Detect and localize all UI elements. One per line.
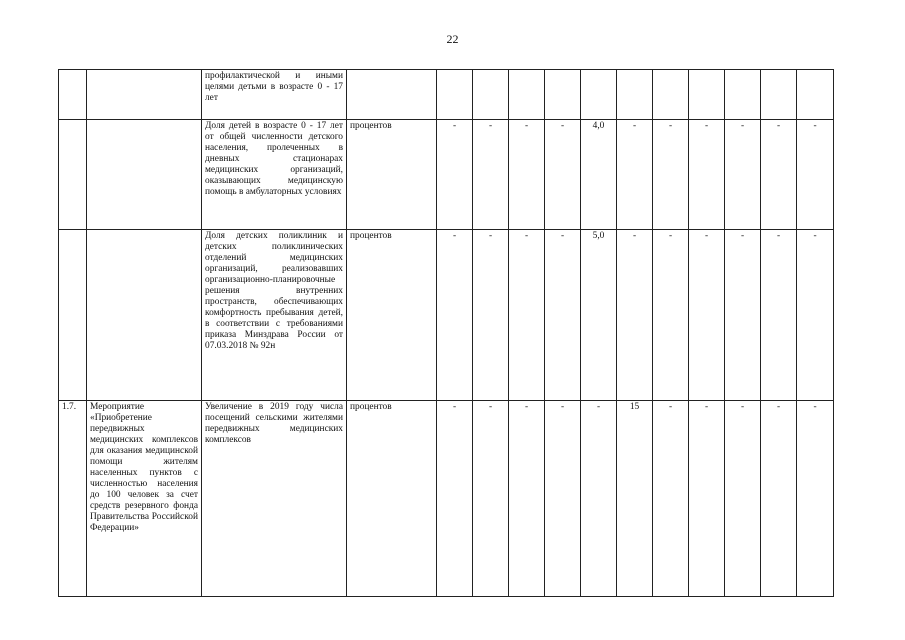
value-cell: - bbox=[797, 401, 834, 597]
value-cell bbox=[725, 70, 761, 120]
value-cell: - bbox=[545, 401, 581, 597]
row-number-cell: 1.7. bbox=[59, 401, 87, 597]
value-cell: 4,0 bbox=[581, 120, 617, 230]
event-cell bbox=[87, 230, 202, 401]
table-row bbox=[59, 230, 834, 401]
value-cell: - bbox=[545, 230, 581, 401]
value-cell: - bbox=[689, 401, 725, 597]
value-cell bbox=[545, 70, 581, 120]
value-cell: - bbox=[509, 230, 545, 401]
value-cell: - bbox=[437, 230, 473, 401]
value-cell: - bbox=[797, 230, 834, 401]
value-cell: - bbox=[761, 230, 797, 401]
value-cell bbox=[473, 70, 509, 120]
indicator-cell: Увеличение в 2019 году числа посещений сельскими жителями передвижных медицинских комплексов bbox=[202, 401, 347, 597]
value-cell: - bbox=[473, 230, 509, 401]
value-cell: - bbox=[653, 120, 689, 230]
indicator-cell: Доля детей в возрасте 0 - 17 лет от общей численности детского населения, пролеченных в дневных стационарах медицинских организаций, оказывающих медицинскую помощь в амбулаторных условиях bbox=[202, 120, 347, 230]
event-cell: Мероприятие «Приобретение передвижных медицинских комплексов для оказания медицинской помощи жителям населенных пунктов с численностью населения до 100 человек за счет средств резервного фонда Правительства Российской Федерации» bbox=[87, 401, 202, 597]
value-cell: - bbox=[689, 230, 725, 401]
table-row bbox=[59, 401, 834, 597]
value-cell: - bbox=[473, 120, 509, 230]
unit-cell bbox=[347, 70, 437, 120]
indicator-cell: Доля детских поликлиник и детских поликлинических отделений медицинских организаций, реализовавших организационно-планировочные решения внутренних пространств, обеспечивающих комфортность пребывания детей, в соответствии с требованиями приказа Минздрава России от 07.03.2018 № 92н bbox=[202, 230, 347, 401]
value-cell bbox=[509, 70, 545, 120]
row-number-cell bbox=[59, 70, 87, 120]
value-cell: - bbox=[653, 401, 689, 597]
value-cell: - bbox=[617, 120, 653, 230]
value-cell: - bbox=[761, 120, 797, 230]
value-cell: - bbox=[509, 401, 545, 597]
value-cell bbox=[689, 70, 725, 120]
value-cell: - bbox=[689, 120, 725, 230]
indicators-table bbox=[58, 69, 834, 597]
page-number: 22 bbox=[446, 32, 459, 46]
value-cell: - bbox=[617, 230, 653, 401]
value-cell bbox=[653, 70, 689, 120]
table-row bbox=[59, 70, 834, 120]
value-cell bbox=[437, 70, 473, 120]
value-cell: - bbox=[725, 120, 761, 230]
unit-cell: процентов bbox=[347, 401, 437, 597]
value-cell bbox=[761, 70, 797, 120]
table-row bbox=[59, 120, 834, 230]
unit-cell: процентов bbox=[347, 120, 437, 230]
row-number-cell bbox=[59, 230, 87, 401]
value-cell: - bbox=[437, 401, 473, 597]
value-cell: - bbox=[725, 401, 761, 597]
value-cell: - bbox=[473, 401, 509, 597]
value-cell bbox=[797, 70, 834, 120]
value-cell: - bbox=[437, 120, 473, 230]
row-number-cell bbox=[59, 120, 87, 230]
value-cell: - bbox=[725, 230, 761, 401]
value-cell: - bbox=[653, 230, 689, 401]
value-cell bbox=[581, 70, 617, 120]
value-cell: 5,0 bbox=[581, 230, 617, 401]
value-cell: - bbox=[797, 120, 834, 230]
value-cell: - bbox=[761, 401, 797, 597]
value-cell: - bbox=[581, 401, 617, 597]
value-cell: 15 bbox=[617, 401, 653, 597]
unit-cell: процентов bbox=[347, 230, 437, 401]
event-cell bbox=[87, 120, 202, 230]
indicator-cell: профилактической и иными целями детьми в возрасте 0 - 17 лет bbox=[202, 70, 347, 120]
value-cell: - bbox=[545, 120, 581, 230]
value-cell: - bbox=[509, 120, 545, 230]
value-cell bbox=[617, 70, 653, 120]
event-cell bbox=[87, 70, 202, 120]
